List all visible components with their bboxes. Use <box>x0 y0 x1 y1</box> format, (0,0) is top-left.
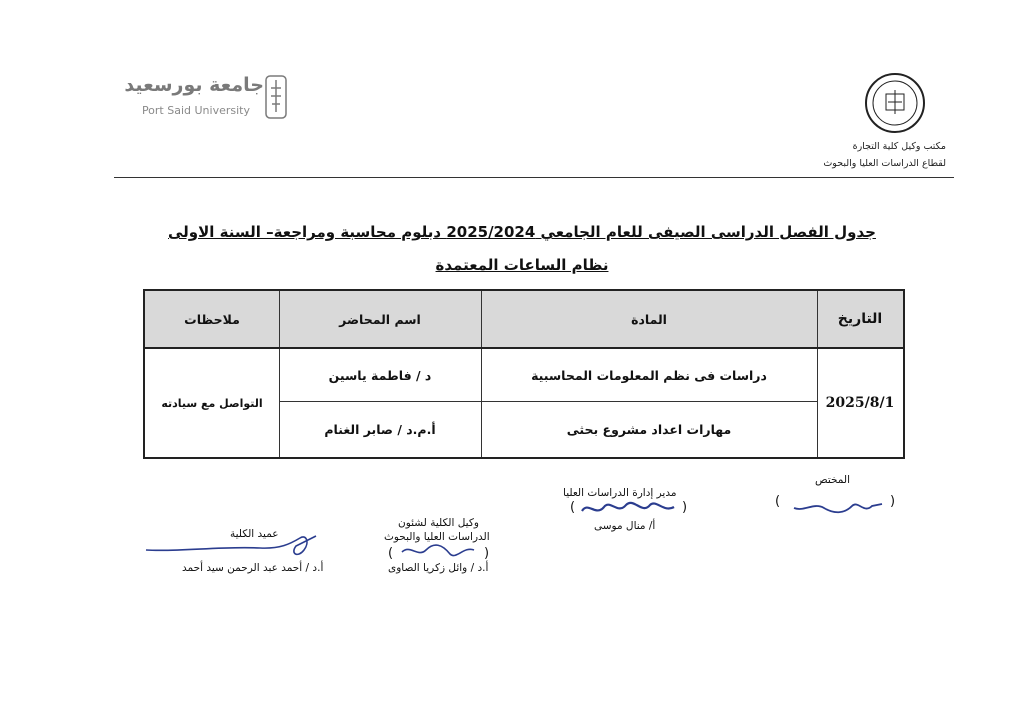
specialist-signature-icon <box>790 494 886 520</box>
vice-dean-signature-icon <box>398 540 478 562</box>
lecturer-text: د / فاطمة ياسين <box>328 367 432 383</box>
vice-dean-paren-close: ) <box>388 546 394 561</box>
document-title: جدول الفصل الدراسى الصيفى للعام الجامعي 2025/2024 دبلوم محاسبة ومراجعة– السنة الاولى <box>168 223 876 241</box>
header-notes <box>145 291 279 347</box>
subject-text: مهارات اعداد مشروع بحثى <box>566 422 732 437</box>
specialist-paren-close: ) <box>775 494 781 509</box>
notes-value: التواصل مع سيادته <box>161 396 263 410</box>
table-row-1-lecturer <box>279 349 481 401</box>
header-date-label: التاريخ <box>837 311 883 327</box>
university-logo <box>124 72 290 132</box>
specialist-title: المختص <box>815 474 850 486</box>
university-emblem-icon <box>264 74 288 120</box>
specialist-paren-open: ( <box>890 494 896 509</box>
table-row-2-subject <box>481 402 817 457</box>
vice-dean-paren-open: ( <box>484 546 490 561</box>
table-row-1-subject <box>481 349 817 401</box>
director-paren-close: ) <box>570 500 576 515</box>
lecturer-text: أ.م.د / صابر الغنام <box>324 422 436 437</box>
notes-cell <box>145 349 279 457</box>
header-divider <box>114 177 954 178</box>
document-subtitle: نظام الساعات المعتمدة <box>435 256 609 274</box>
header-subject <box>481 291 817 347</box>
schedule-table <box>143 289 905 459</box>
table-row-2-lecturer <box>279 402 481 457</box>
subject-text: دراسات فى نظم المعلومات المحاسبية <box>531 367 767 383</box>
header-lecturer <box>279 291 481 347</box>
header-date <box>817 291 903 347</box>
dean-signature-icon <box>140 524 322 564</box>
header-lecturer-label: اسم المحاضر <box>339 311 421 327</box>
dean-title: عميد الكلية <box>230 528 279 540</box>
vice-dean-title-2: الدراسات العليا والبحوث <box>384 531 490 543</box>
office-line-1: مكتب وكيل كلية التجارة <box>852 141 946 152</box>
dean-name: أ.د / أحمد عبد الرحمن سيد أحمد <box>182 562 324 574</box>
director-name: أ/ منال موسى <box>594 520 656 532</box>
date-cell <box>817 349 903 457</box>
vice-dean-title-1: وكيل الكلية لشئون <box>398 517 479 529</box>
header-notes-label: ملاحظات <box>184 311 240 327</box>
university-name-ar: جامعة بورسعيد <box>124 74 264 96</box>
university-name-en: Port Said University <box>141 104 250 117</box>
date-value: 2025/8/1 <box>825 395 895 411</box>
faculty-seal-icon <box>864 72 926 134</box>
director-title: مدير إدارة الدراسات العليا <box>563 487 677 499</box>
director-paren-open: ( <box>682 500 688 515</box>
header-subject-label: المادة <box>631 311 667 327</box>
director-signature-icon <box>578 497 678 519</box>
office-line-2: لقطاع الدراسات العليا والبحوث <box>823 158 946 169</box>
vice-dean-name: أ.د / وائل زكريا الصاوى <box>388 562 489 574</box>
